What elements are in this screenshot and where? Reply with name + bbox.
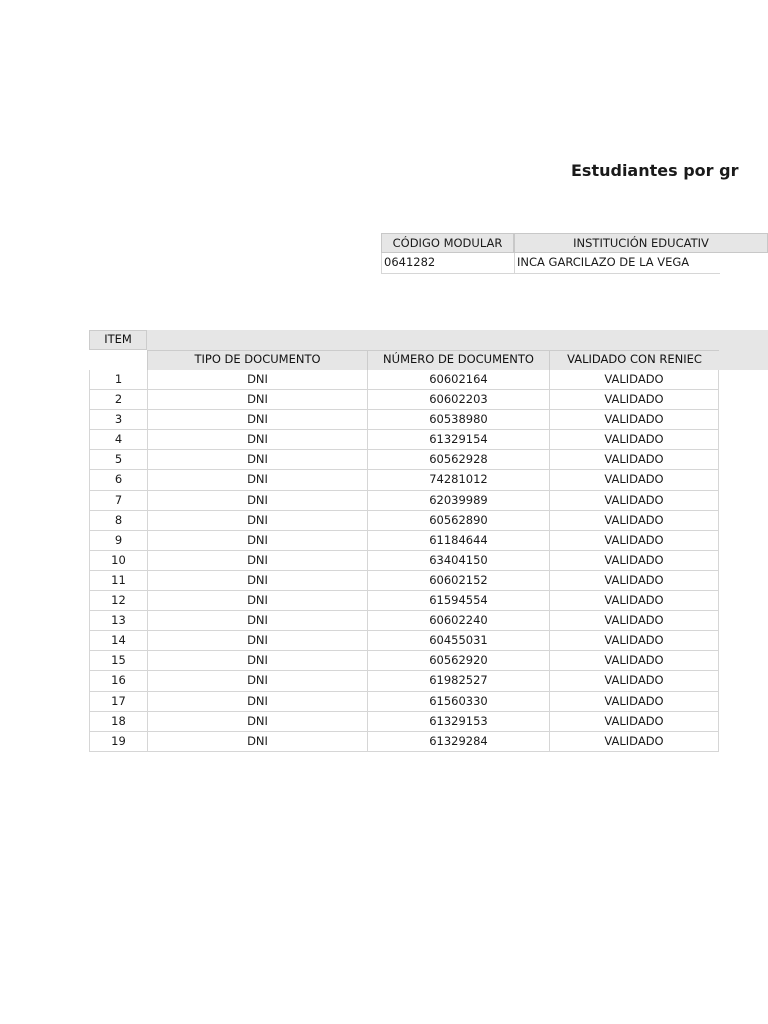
table-row: [89, 370, 719, 390]
table-row: [89, 410, 719, 430]
cell-item: 1: [89, 370, 147, 390]
cell-item: 10: [89, 551, 147, 571]
cell-item: 2: [89, 390, 147, 410]
header-numero-documento: NÚMERO DE DOCUMENTO: [367, 350, 549, 370]
table-row: [89, 692, 719, 712]
table-row: [89, 551, 719, 571]
cell-tipo-documento: DNI: [147, 631, 367, 651]
cell-item: 4: [89, 430, 147, 450]
cell-numero-documento: 60562890: [367, 511, 549, 531]
cell-item: 7: [89, 491, 147, 511]
cell-validado-reniec: VALIDADO: [549, 470, 719, 490]
cell-validado-reniec: VALIDADO: [549, 591, 719, 611]
cell-codigo-modular: 0641282: [381, 253, 514, 274]
cell-item: 5: [89, 450, 147, 470]
cell-validado-reniec: VALIDADO: [549, 611, 719, 631]
table-row: [89, 631, 719, 651]
cell-tipo-documento: DNI: [147, 430, 367, 450]
cell-numero-documento: 61982527: [367, 671, 549, 691]
cell-numero-documento: 60562920: [367, 651, 549, 671]
table-row: [89, 511, 719, 531]
cell-validado-reniec: VALIDADO: [549, 651, 719, 671]
cell-item: 13: [89, 611, 147, 631]
cell-item: 3: [89, 410, 147, 430]
cell-numero-documento: 61560330: [367, 692, 549, 712]
table-row: [89, 430, 719, 450]
cell-numero-documento: 61184644: [367, 531, 549, 551]
cell-numero-documento: 60455031: [367, 631, 549, 651]
cell-validado-reniec: VALIDADO: [549, 511, 719, 531]
cell-tipo-documento: DNI: [147, 611, 367, 631]
cell-validado-reniec: VALIDADO: [549, 712, 719, 732]
cell-numero-documento: 60602203: [367, 390, 549, 410]
cell-tipo-documento: DNI: [147, 591, 367, 611]
cell-numero-documento: 60602240: [367, 611, 549, 631]
cell-item: 14: [89, 631, 147, 651]
cell-tipo-documento: DNI: [147, 491, 367, 511]
cell-item: 19: [89, 732, 147, 752]
cell-validado-reniec: VALIDADO: [549, 631, 719, 651]
cell-validado-reniec: VALIDADO: [549, 732, 719, 752]
cell-validado-reniec: VALIDADO: [549, 692, 719, 712]
cell-item: 12: [89, 591, 147, 611]
header-validado-reniec: VALIDADO CON RENIEC: [549, 350, 719, 370]
cell-tipo-documento: DNI: [147, 450, 367, 470]
table-row: [89, 611, 719, 631]
cell-validado-reniec: VALIDADO: [549, 390, 719, 410]
cell-item: 16: [89, 671, 147, 691]
cell-validado-reniec: VALIDADO: [549, 450, 719, 470]
cell-tipo-documento: DNI: [147, 571, 367, 591]
cell-validado-reniec: VALIDADO: [549, 370, 719, 390]
table-row: [89, 591, 719, 611]
cell-tipo-documento: DNI: [147, 511, 367, 531]
table-row: [89, 712, 719, 732]
cell-tipo-documento: DNI: [147, 692, 367, 712]
table-row: [89, 531, 719, 551]
cell-validado-reniec: VALIDADO: [549, 551, 719, 571]
cell-validado-reniec: VALIDADO: [549, 410, 719, 430]
cell-numero-documento: 74281012: [367, 470, 549, 490]
cell-tipo-documento: DNI: [147, 651, 367, 671]
cell-tipo-documento: DNI: [147, 671, 367, 691]
cell-tipo-documento: DNI: [147, 732, 367, 752]
student-table-body: [89, 370, 719, 752]
table-row: [89, 470, 719, 490]
cell-item: 18: [89, 712, 147, 732]
header-tipo-documento: TIPO DE DOCUMENTO: [147, 350, 367, 370]
header-item: ITEM: [89, 330, 147, 350]
table-row: [89, 651, 719, 671]
cell-tipo-documento: DNI: [147, 370, 367, 390]
cell-tipo-documento: DNI: [147, 390, 367, 410]
cell-numero-documento: 62039989: [367, 491, 549, 511]
school-info-table: [381, 233, 768, 277]
cell-numero-documento: 63404150: [367, 551, 549, 571]
cell-numero-documento: 60602164: [367, 370, 549, 390]
table-row: [89, 491, 719, 511]
cell-item: 15: [89, 651, 147, 671]
cell-numero-documento: 60562928: [367, 450, 549, 470]
cell-tipo-documento: DNI: [147, 712, 367, 732]
cell-item: 6: [89, 470, 147, 490]
cell-validado-reniec: VALIDADO: [549, 531, 719, 551]
table-row: [89, 671, 719, 691]
cell-item: 11: [89, 571, 147, 591]
cell-validado-reniec: VALIDADO: [549, 491, 719, 511]
cell-validado-reniec: VALIDADO: [549, 430, 719, 450]
cell-numero-documento: 61329154: [367, 430, 549, 450]
cell-tipo-documento: DNI: [147, 551, 367, 571]
table-row: [89, 571, 719, 591]
cell-numero-documento: 61329153: [367, 712, 549, 732]
table-row: [89, 390, 719, 410]
cell-tipo-documento: DNI: [147, 531, 367, 551]
table-row: [89, 732, 719, 752]
cell-institucion-educativa: INCA GARCILAZO DE LA VEGA: [514, 253, 720, 274]
table-row: [89, 450, 719, 470]
cell-tipo-documento: DNI: [147, 410, 367, 430]
header-institucion-educativa: INSTITUCIÓN EDUCATIV: [514, 233, 768, 253]
cell-numero-documento: 61329284: [367, 732, 549, 752]
cell-item: 17: [89, 692, 147, 712]
cell-numero-documento: 60538980: [367, 410, 549, 430]
cell-tipo-documento: DNI: [147, 470, 367, 490]
cell-numero-documento: 60602152: [367, 571, 549, 591]
cell-item: 9: [89, 531, 147, 551]
cell-item: 8: [89, 511, 147, 531]
cell-validado-reniec: VALIDADO: [549, 571, 719, 591]
cell-validado-reniec: VALIDADO: [549, 671, 719, 691]
cell-numero-documento: 61594554: [367, 591, 549, 611]
header-codigo-modular: CÓDIGO MODULAR: [381, 233, 514, 253]
page-title: Estudiantes por gr: [571, 161, 739, 180]
